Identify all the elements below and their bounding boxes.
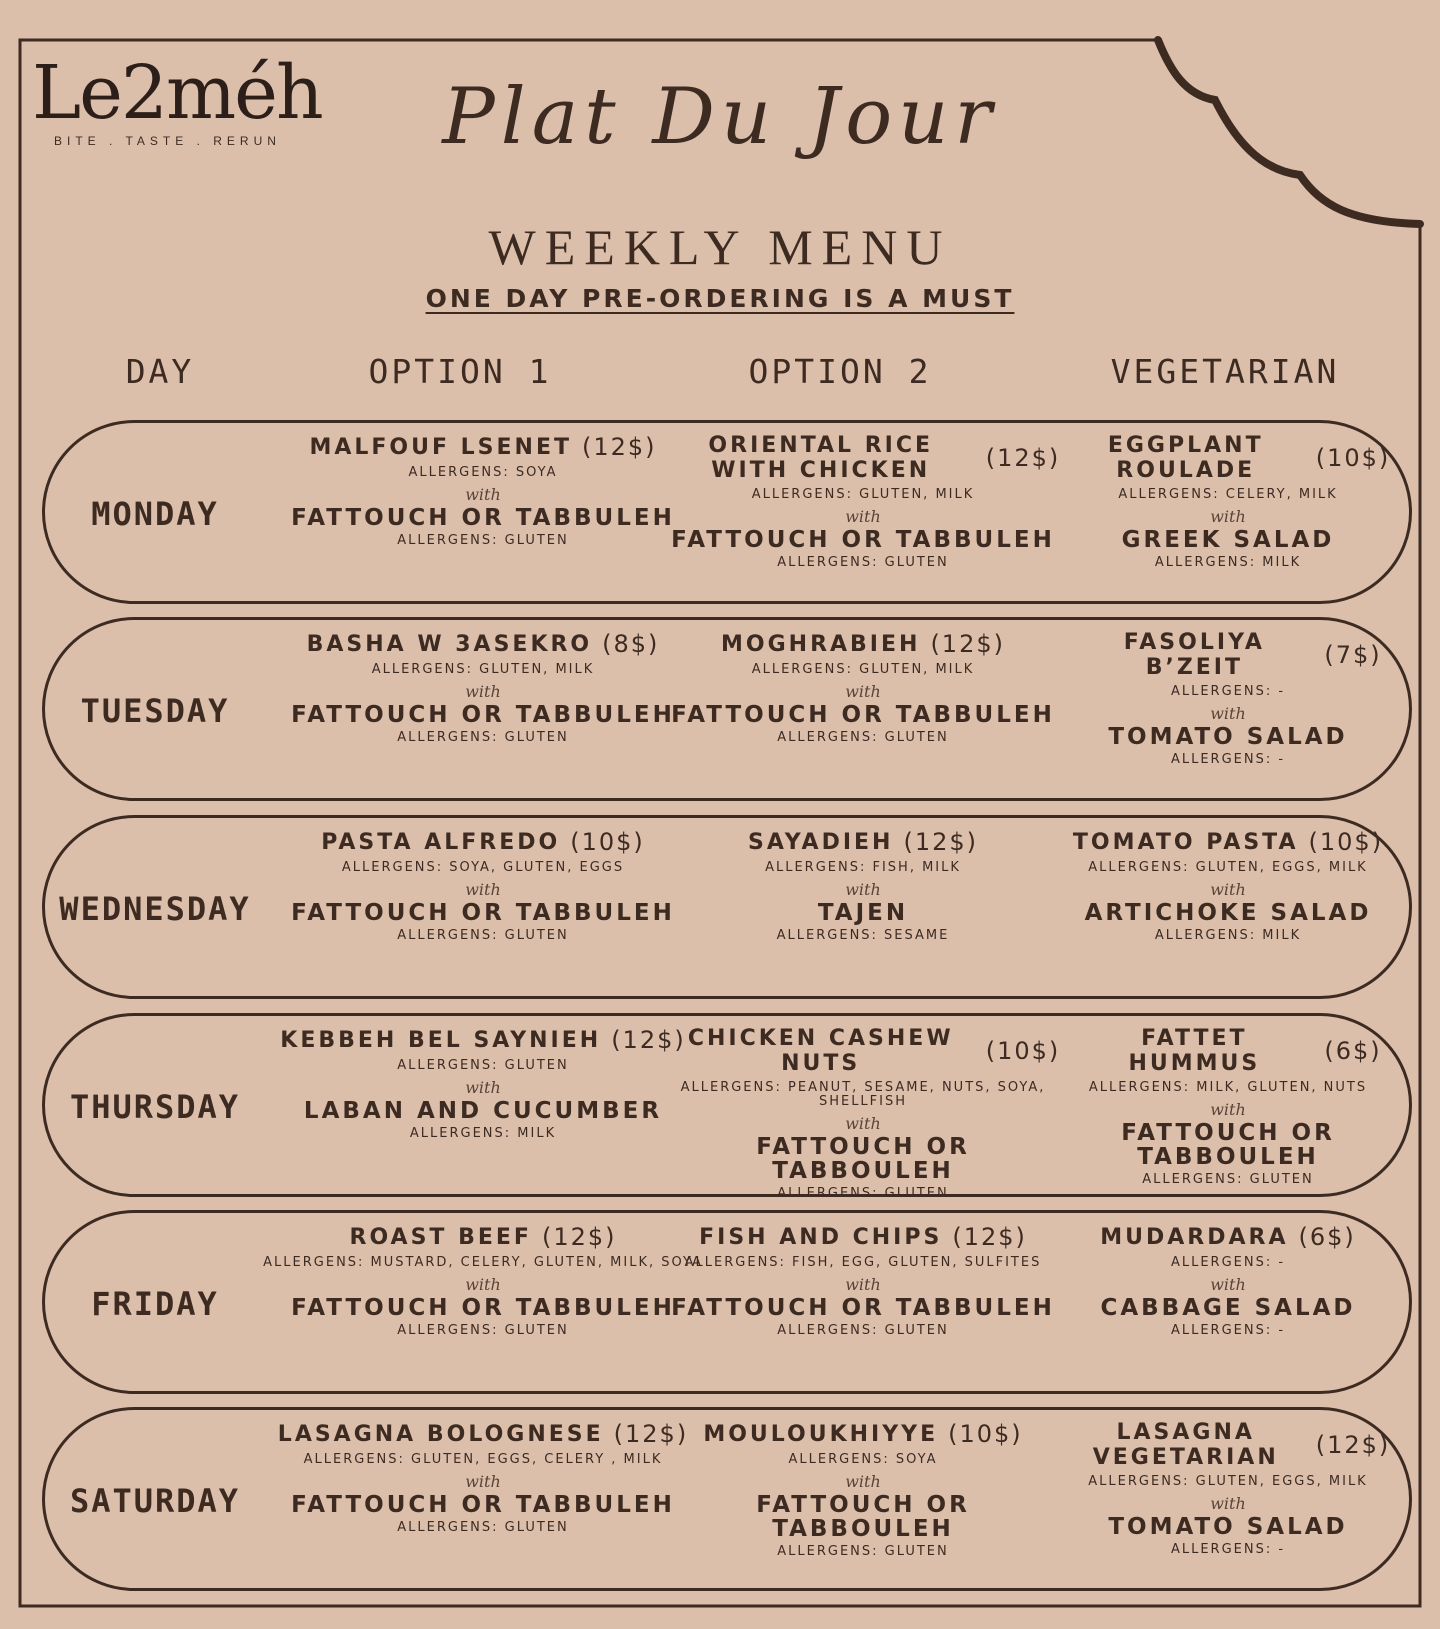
dish-heading <box>663 1026 1063 1076</box>
with-label: with <box>465 485 501 504</box>
dish-price: (12$) <box>582 433 657 461</box>
dish-heading <box>1063 433 1393 483</box>
dish-allergens: ALLERGENS: GLUTEN <box>397 1058 569 1073</box>
with-label: with <box>465 1275 501 1294</box>
side-dish-name: FATTOUCH OR TABBULEH <box>291 900 675 926</box>
side-dish-allergens: ALLERGENS: - <box>1170 752 1286 767</box>
dish-allergens: ALLERGENS: FISH, MILK <box>765 860 961 875</box>
dish-price: (12$) <box>903 828 979 856</box>
with-label: with <box>845 1275 881 1294</box>
preorder-notice: ONE DAY PRE-ORDERING IS A MUST <box>425 284 1015 313</box>
dish-allergens: ALLERGENS: SOYA <box>788 1452 938 1467</box>
option-2-cell <box>663 1420 1063 1560</box>
dish-name: LASAGNA BOLOGNESE <box>277 1421 604 1447</box>
dish-name: ROAST BEEF <box>349 1224 532 1250</box>
option-2-cell <box>663 630 1063 746</box>
column-header-vegetarian: VEGETARIAN <box>1110 352 1340 391</box>
with-label: with <box>1210 507 1246 526</box>
column-header-option-1: OPTION 1 <box>368 352 552 391</box>
side-dish-name: FATTOUCH OR TABBULEH <box>291 1295 675 1321</box>
dish-allergens: ALLERGENS: - <box>1170 684 1286 699</box>
dish-allergens: ALLERGENS: PEANUT, SESAME, NUTS, SOYA, SHELLFISH <box>680 1080 1046 1109</box>
dish-heading <box>263 433 703 461</box>
dish-price: (12$) <box>930 630 1005 658</box>
vegetarian-cell <box>1063 433 1393 571</box>
dish-name: SAYADIEH <box>747 829 894 855</box>
dish-allergens: ALLERGENS: GLUTEN, MILK <box>751 487 975 502</box>
side-dish-name: GREEK SALAD <box>1121 527 1335 553</box>
dish-name: MOGHRABIEH <box>721 631 921 657</box>
vegetarian-cell <box>1063 630 1393 768</box>
with-label: with <box>845 880 881 899</box>
side-dish-allergens: ALLERGENS: - <box>1170 1323 1286 1338</box>
option-1-cell <box>263 630 703 746</box>
logo-tagline: BITE . TASTE . RERUN <box>54 134 281 148</box>
side-dish-allergens: ALLERGENS: GLUTEN <box>397 1520 569 1535</box>
dish-allergens: ALLERGENS: SOYA <box>408 465 558 480</box>
side-dish-allergens: ALLERGENS: GLUTEN <box>397 533 569 548</box>
with-label: with <box>465 682 501 701</box>
with-label: with <box>845 1472 881 1491</box>
dish-allergens: ALLERGENS: GLUTEN, EGGS, MILK <box>1088 860 1368 875</box>
day-label: TUESDAY <box>80 692 230 730</box>
dish-name: LASAGNA VEGETARIAN <box>1092 1420 1279 1470</box>
side-dish-name: FATTOUCH OR TABBULEH <box>671 702 1055 728</box>
dish-price: (12$) <box>985 444 1061 472</box>
dish-heading <box>263 1026 703 1054</box>
dish-name: TOMATO PASTA <box>1072 829 1299 855</box>
dish-allergens: ALLERGENS: GLUTEN, MILK <box>751 662 975 677</box>
dish-heading <box>663 1223 1063 1251</box>
side-dish-allergens: ALLERGENS: GLUTEN <box>777 555 949 570</box>
dish-allergens: ALLERGENS: GLUTEN, EGGS, CELERY , MILK <box>303 1452 663 1467</box>
dish-heading <box>1063 1420 1393 1470</box>
side-dish-name: FATTOUCH OR TABBULEH <box>291 702 675 728</box>
dish-price: (10$) <box>948 1420 1023 1448</box>
option-2-cell <box>663 1026 1063 1202</box>
with-label: with <box>1210 880 1246 899</box>
option-1-cell <box>263 1223 703 1339</box>
dish-name: BASHA W 3ASEKRO <box>306 631 593 657</box>
option-2-cell <box>663 433 1063 571</box>
dish-name: PASTA ALFREDO <box>321 829 561 855</box>
day-row-wednesday <box>42 815 1412 999</box>
vegetarian-cell <box>1063 1026 1393 1188</box>
dish-name: FISH AND CHIPS <box>699 1224 943 1250</box>
dish-heading <box>663 1420 1063 1448</box>
column-header-option-2: OPTION 2 <box>748 352 932 391</box>
side-dish-name: FATTOUCH OR TABBOULEH <box>756 1134 970 1184</box>
dish-price: (12$) <box>952 1223 1027 1251</box>
side-dish-name: TAJEN <box>817 900 909 926</box>
dish-name: EGGPLANT ROULADE <box>1107 433 1264 483</box>
with-label: with <box>465 1078 501 1097</box>
dish-price: (10$) <box>1308 828 1384 856</box>
day-row-tuesday <box>42 617 1412 801</box>
side-dish-name: TOMATO SALAD <box>1108 724 1348 750</box>
page-title: WEEKLY MENU <box>488 219 952 275</box>
dish-heading <box>263 828 703 856</box>
dish-name: ORIENTAL RICE WITH CHICKEN <box>708 433 933 483</box>
dish-heading <box>1063 1223 1393 1251</box>
day-row-saturday <box>42 1407 1412 1591</box>
day-row-thursday <box>42 1013 1412 1201</box>
side-dish-allergens: ALLERGENS: GLUTEN <box>777 730 949 745</box>
plat-du-jour-title: Plat Du Jour <box>442 72 998 162</box>
with-label: with <box>465 1472 501 1491</box>
dish-price: (10$) <box>1315 444 1391 472</box>
dish-name: MOULOUKHIYYE <box>703 1421 939 1447</box>
column-header-day: DAY <box>125 352 195 391</box>
dish-price: (8$) <box>602 630 660 658</box>
dish-heading <box>263 630 703 658</box>
day-row-monday <box>42 420 1412 604</box>
dish-name: MUDARDARA <box>1100 1224 1289 1250</box>
with-label: with <box>465 880 501 899</box>
side-dish-allergens: ALLERGENS: GLUTEN <box>397 928 569 943</box>
dish-price: (10$) <box>985 1037 1061 1065</box>
day-label: WEDNESDAY <box>59 890 251 928</box>
dish-allergens: ALLERGENS: CELERY, MILK <box>1118 487 1338 502</box>
day-label: SATURDAY <box>69 1482 241 1520</box>
dish-heading <box>1063 1026 1393 1076</box>
option-1-cell <box>263 433 703 549</box>
dish-price: (12$) <box>1315 1431 1391 1459</box>
side-dish-allergens: ALLERGENS: GLUTEN <box>1142 1172 1314 1187</box>
dish-allergens: ALLERGENS: MUSTARD, CELERY, GLUTEN, MILK, SOYA <box>263 1255 703 1270</box>
side-dish-name: LABAN AND CUCUMBER <box>303 1098 663 1124</box>
side-dish-name: ARTICHOKE SALAD <box>1084 900 1372 926</box>
dish-heading <box>663 630 1063 658</box>
dish-allergens: ALLERGENS: SOYA, GLUTEN, EGGS <box>341 860 625 875</box>
option-2-cell <box>663 828 1063 944</box>
dish-allergens: ALLERGENS: - <box>1170 1255 1286 1270</box>
dish-heading <box>263 1420 703 1448</box>
dish-price: (12$) <box>541 1223 617 1251</box>
with-label: with <box>1210 1275 1246 1294</box>
dish-heading <box>663 828 1063 856</box>
dish-heading <box>263 1223 703 1251</box>
side-dish-allergens: ALLERGENS: GLUTEN <box>397 1323 569 1338</box>
vegetarian-cell <box>1063 828 1393 944</box>
dish-heading <box>1063 630 1393 680</box>
dish-allergens: ALLERGENS: GLUTEN, EGGS, MILK <box>1088 1474 1368 1489</box>
dish-name: CHICKEN CASHEW NUTS <box>687 1026 954 1076</box>
side-dish-allergens: ALLERGENS: SESAME <box>776 928 950 943</box>
side-dish-name: FATTOUCH OR TABBULEH <box>671 527 1055 553</box>
option-1-cell <box>263 828 703 944</box>
side-dish-name: CABBAGE SALAD <box>1100 1295 1356 1321</box>
dish-price: (6$) <box>1324 1037 1382 1065</box>
dish-heading <box>663 433 1063 483</box>
with-label: with <box>1210 704 1246 723</box>
side-dish-allergens: ALLERGENS: GLUTEN <box>777 1186 949 1201</box>
side-dish-allergens: ALLERGENS: GLUTEN <box>397 730 569 745</box>
dish-name: FASOLIYA B’ZEIT <box>1123 630 1265 680</box>
dish-allergens: ALLERGENS: MILK, GLUTEN, NUTS <box>1088 1080 1368 1095</box>
dish-price: (12$) <box>611 1026 686 1054</box>
dish-name: MALFOUF LSENET <box>309 434 572 460</box>
dish-allergens: ALLERGENS: GLUTEN, MILK <box>371 662 595 677</box>
dish-allergens: ALLERGENS: FISH, EGG, GLUTEN, SULFITES <box>684 1255 1042 1270</box>
side-dish-name: FATTOUCH OR TABBOULEH <box>1121 1120 1335 1170</box>
side-dish-allergens: ALLERGENS: MILK <box>1154 555 1302 570</box>
with-label: with <box>1210 1494 1246 1513</box>
day-row-friday <box>42 1210 1412 1394</box>
option-1-cell <box>263 1026 703 1142</box>
with-label: with <box>1210 1100 1246 1119</box>
side-dish-allergens: ALLERGENS: GLUTEN <box>777 1323 949 1338</box>
logo-wordmark: Le2méh <box>32 50 322 136</box>
side-dish-allergens: ALLERGENS: - <box>1170 1542 1286 1557</box>
side-dish-name: FATTOUCH OR TABBULEH <box>291 505 675 531</box>
day-label: THURSDAY <box>69 1088 241 1126</box>
dish-name: KEBBEH BEL SAYNIEH <box>280 1027 602 1053</box>
side-dish-name: FATTOUCH OR TABBULEH <box>291 1492 675 1518</box>
option-2-cell <box>663 1223 1063 1339</box>
with-label: with <box>845 1114 881 1133</box>
with-label: with <box>845 682 881 701</box>
side-dish-allergens: ALLERGENS: MILK <box>1154 928 1302 943</box>
dish-name: FATTET HUMMUS <box>1128 1026 1261 1076</box>
side-dish-name: TOMATO SALAD <box>1108 1514 1348 1540</box>
dish-price: (12$) <box>613 1420 689 1448</box>
side-dish-allergens: ALLERGENS: MILK <box>409 1126 557 1141</box>
dish-heading <box>1063 828 1393 856</box>
vegetarian-cell <box>1063 1420 1393 1558</box>
option-1-cell <box>263 1420 703 1536</box>
day-label: FRIDAY <box>91 1285 219 1323</box>
day-label: MONDAY <box>91 495 219 533</box>
dish-price: (7$) <box>1324 641 1382 669</box>
brand-logo <box>32 50 332 148</box>
side-dish-allergens: ALLERGENS: GLUTEN <box>777 1544 949 1559</box>
dish-price: (10$) <box>570 828 645 856</box>
with-label: with <box>845 507 881 526</box>
vegetarian-cell <box>1063 1223 1393 1339</box>
side-dish-name: FATTOUCH OR TABBULEH <box>671 1295 1055 1321</box>
side-dish-name: FATTOUCH OR TABBOULEH <box>756 1492 970 1542</box>
dish-price: (6$) <box>1298 1223 1356 1251</box>
